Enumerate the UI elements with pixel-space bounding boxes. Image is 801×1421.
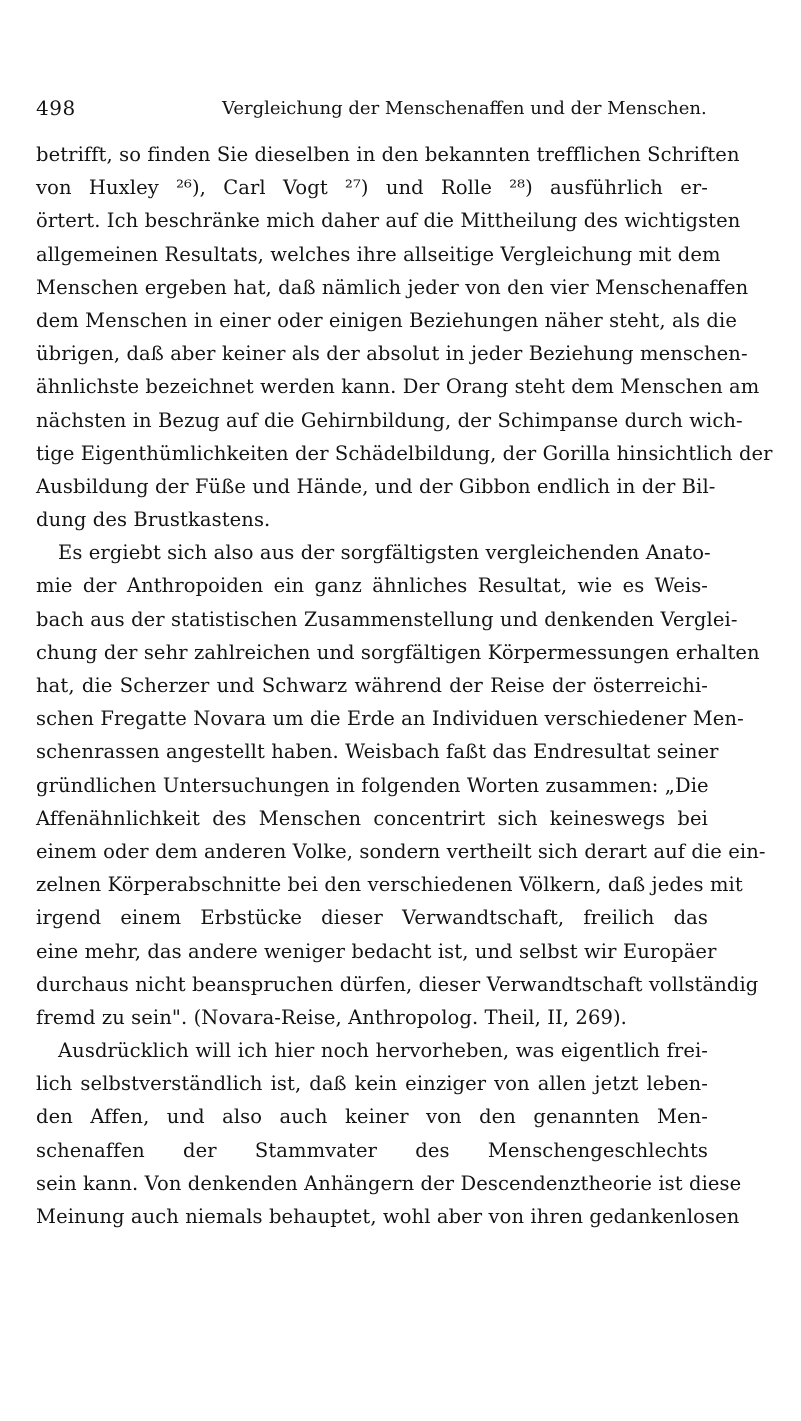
text-line: sein kann. Von denkenden Anhängern der Descendenztheorie ist diese: [36, 1171, 742, 1195]
text-line: übrigen, daß aber keiner als der absolut in jeder Beziehung menschen-: [36, 342, 748, 366]
text-line: Es ergiebt sich also aus der sorgfältigsten vergleichenden Anato-: [58, 541, 711, 565]
text-line: ähnlichste bezeichnet werden kann. Der Orang steht dem Menschen am: [36, 375, 760, 399]
text-line: chung der sehr zahlreichen und sorgfältigen Körpermessungen erhalten: [36, 640, 760, 664]
text-line: Affenähnlichkeit des Menschen concentrirt sich keineswegs bei: [36, 806, 708, 830]
text-line: einem oder dem anderen Volke, sondern vertheilt sich derart auf die ein-: [36, 839, 766, 863]
text-line: allgemeinen Resultats, welches ihre allseitige Vergleichung mit dem: [36, 242, 721, 266]
text-line: Menschen ergeben hat, daß nämlich jeder von den vier Menschenaffen: [36, 275, 749, 299]
text-line: schenaffen der Stammvater des Menschengeschlechts: [36, 1138, 708, 1162]
text-line: irgend einem Erbstücke dieser Verwandtschaft, freilich das: [36, 906, 708, 930]
text-line: hat, die Scherzer und Schwarz während der Reise der österreichi-: [36, 674, 708, 697]
text-line: fremd zu sein". (Novara-Reise, Anthropolog. Theil, II, 269).: [36, 1005, 627, 1029]
text-line: schenrassen angestellt haben. Weisbach faßt das Endresultat seiner: [36, 740, 719, 764]
text-line: eine mehr, das andere weniger bedacht ist, und selbst wir Europäer: [36, 939, 717, 963]
page-header: [36, 92, 705, 124]
text-line: dung des Brustkastens.: [36, 508, 271, 532]
text-line: nächsten in Bezug auf die Gehirnbildung, der Schimpanse durch wich-: [36, 408, 743, 432]
text-line: Meinung auch niemals behauptet, wohl aber von ihren gedankenlosen: [36, 1205, 740, 1228]
text-line: lich selbstverständlich ist, daß kein einziger von allen jetzt leben-: [36, 1072, 708, 1096]
text-line: Ausdrücklich will ich hier noch hervorheben, was eigentlich frei-: [58, 1039, 708, 1063]
text-line: mie der Anthropoiden ein ganz ähnliches Resultat, wie es Weis-: [36, 574, 708, 598]
text-line: tige Eigenthümlichkeiten der Schädelbildung, der Gorilla hinsichtlich der: [36, 441, 773, 465]
text-line: örtert. Ich beschränke mich daher auf die Mittheilung des wichtigsten: [36, 209, 741, 233]
text-line: von Huxley ²⁶), Carl Vogt ²⁷) und Rolle ²⁸) ausführlich er-: [36, 176, 708, 200]
text-line: bach aus der statistischen Zusammenstellung und denkenden Verglei-: [36, 607, 738, 631]
text-line: Ausbildung der Füße und Hände, und der Gibbon endlich in der Bil-: [36, 474, 716, 498]
text-line: den Affen, und also auch keiner von den genannten Men-: [36, 1105, 708, 1129]
text-line: schen Fregatte Novara um die Erde an Individuen verschiedener Men-: [36, 707, 744, 731]
text-line: gründlichen Untersuchungen in folgenden Worten zusammen: „Die: [36, 773, 709, 797]
text-line: betrifft, so finden Sie dieselben in den bekannten trefflichen Schriften: [36, 143, 740, 166]
page-number: 498: [36, 96, 76, 120]
text-line: zelnen Körperabschnitte bei den verschiedenen Völkern, daß jedes mit: [36, 873, 743, 897]
running-head: Vergleichung der Menschenaffen und der Menschen.: [222, 98, 707, 119]
body-text: [36, 138, 773, 1233]
text-line: dem Menschen in einer oder einigen Beziehungen näher steht, als die: [36, 308, 737, 332]
text-line: durchaus nicht beanspruchen dürfen, dieser Verwandtschaft vollständig: [36, 972, 759, 996]
